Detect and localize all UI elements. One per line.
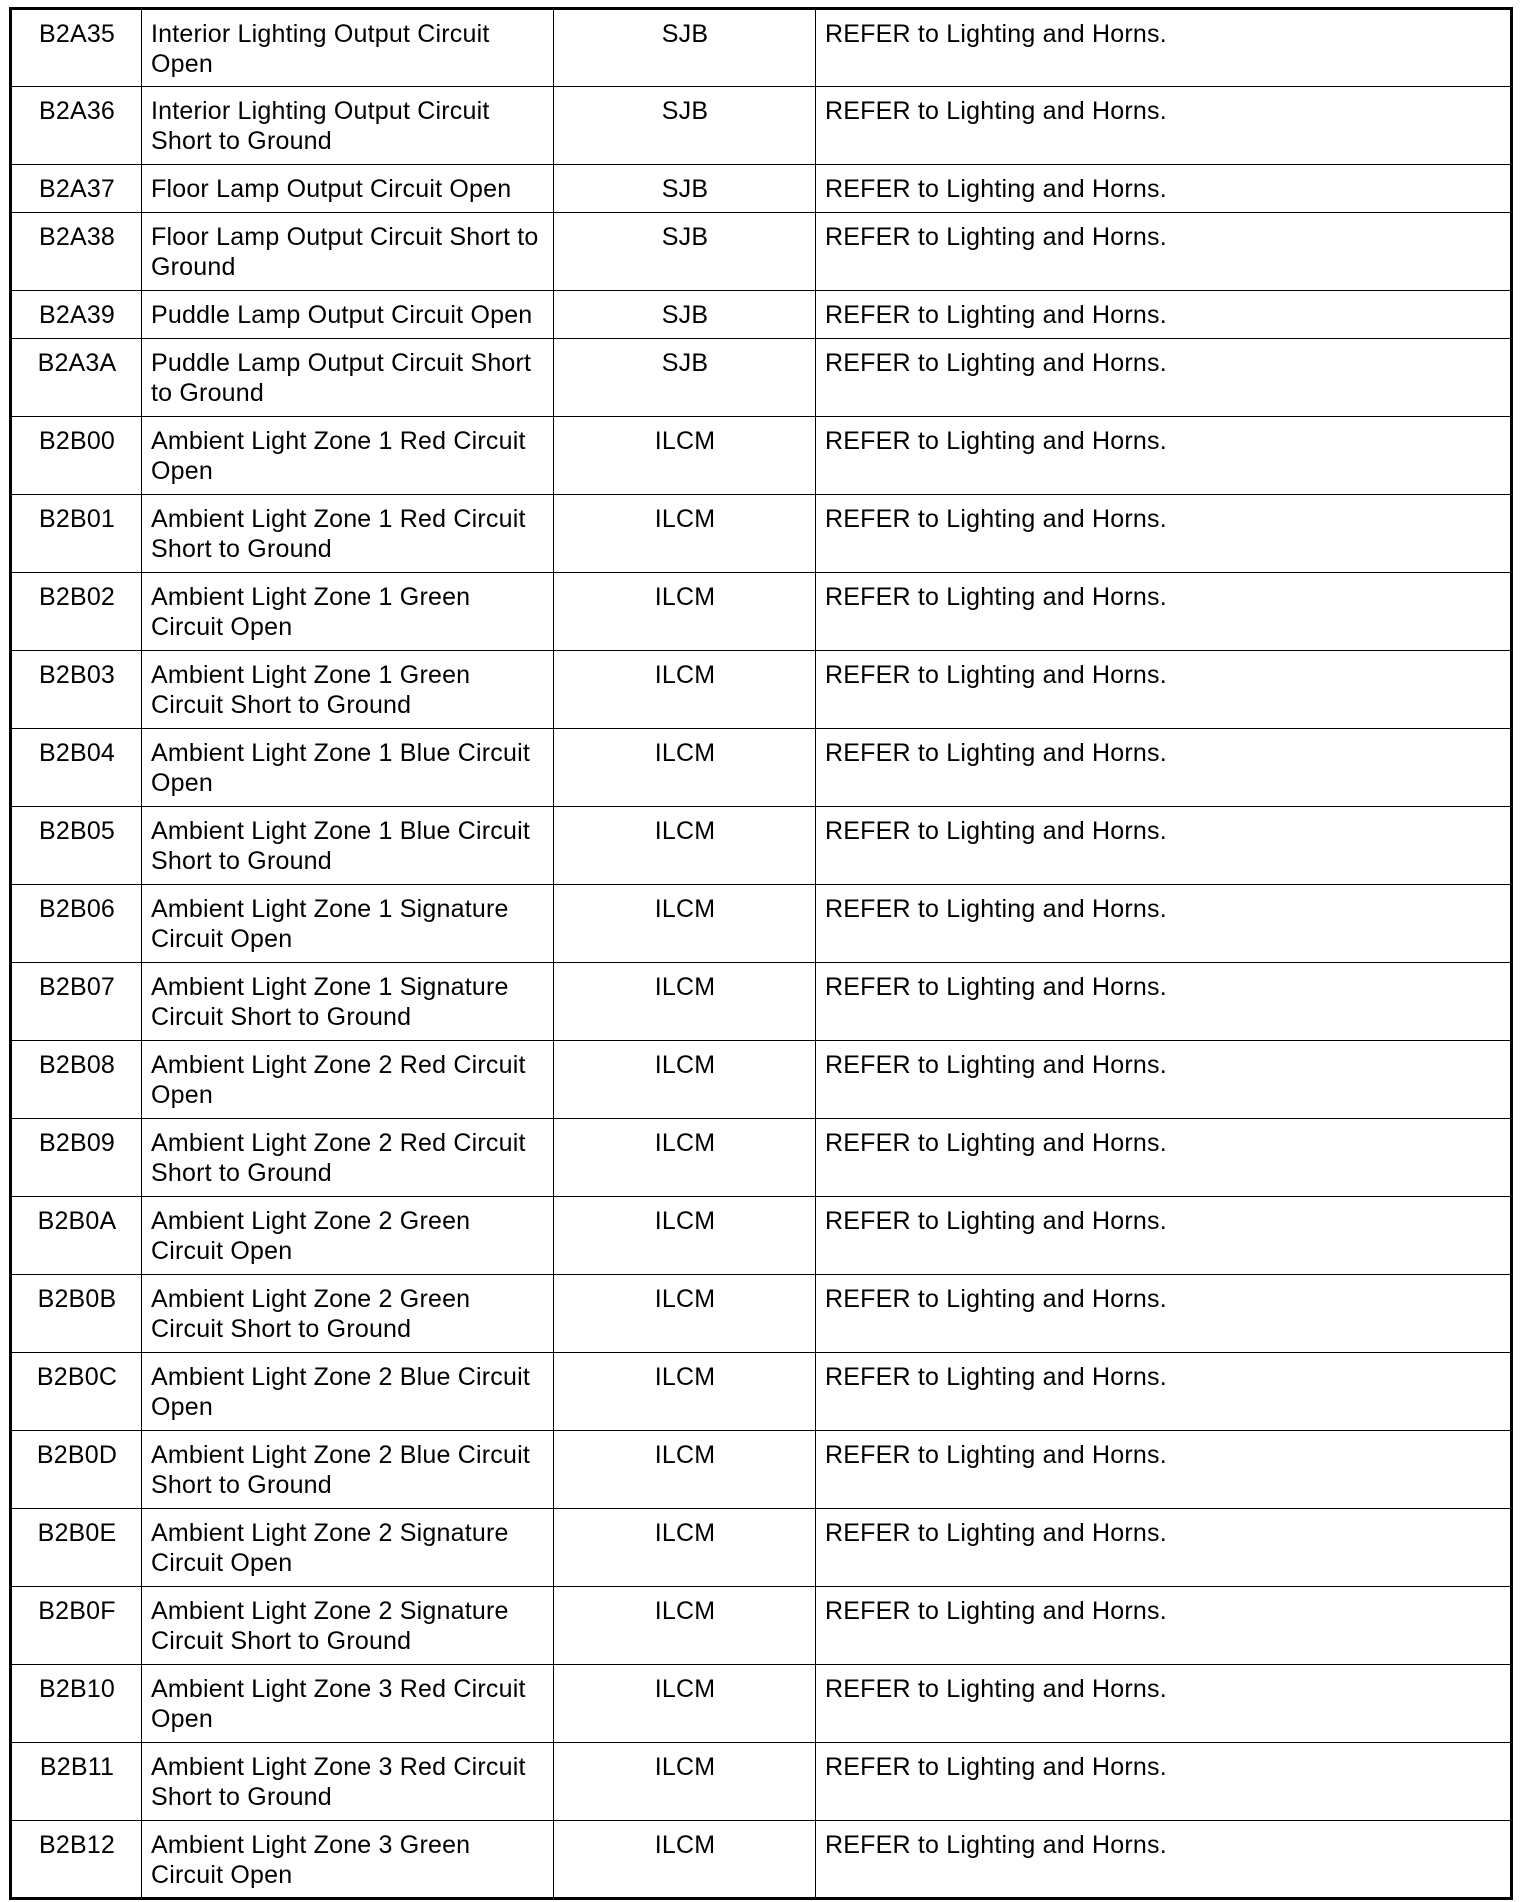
dtc-action-cell: REFER to Lighting and Horns. [816, 573, 1512, 651]
dtc-code-cell: B2B06 [11, 885, 142, 963]
table-row [11, 1431, 1512, 1509]
dtc-action-cell: REFER to Lighting and Horns. [816, 339, 1512, 417]
table-row [11, 807, 1512, 885]
dtc-module-cell: ILCM [554, 1587, 816, 1665]
dtc-module-cell: SJB [554, 87, 816, 165]
dtc-code-cell: B2B04 [11, 729, 142, 807]
dtc-code-cell: B2B09 [11, 1119, 142, 1197]
dtc-code-cell: B2A35 [11, 9, 142, 87]
table-row [11, 339, 1512, 417]
dtc-action-cell: REFER to Lighting and Horns. [816, 729, 1512, 807]
dtc-code-cell: B2B00 [11, 417, 142, 495]
table-row [11, 495, 1512, 573]
dtc-code-cell: B2B03 [11, 651, 142, 729]
dtc-code-cell: B2B0B [11, 1275, 142, 1353]
dtc-code-cell: B2B07 [11, 963, 142, 1041]
dtc-code-cell: B2A36 [11, 87, 142, 165]
table-row [11, 729, 1512, 807]
dtc-module-cell: ILCM [554, 1431, 816, 1509]
dtc-action-cell: REFER to Lighting and Horns. [816, 495, 1512, 573]
dtc-description-cell: Ambient Light Zone 1 Green Circuit Short to Ground [142, 651, 554, 729]
dtc-description-cell: Floor Lamp Output Circuit Open [142, 165, 554, 213]
dtc-description-cell: Ambient Light Zone 2 Blue Circuit Open [142, 1353, 554, 1431]
dtc-code-cell: B2B08 [11, 1041, 142, 1119]
dtc-module-cell: ILCM [554, 1509, 816, 1587]
dtc-action-cell: REFER to Lighting and Horns. [816, 87, 1512, 165]
dtc-description-cell: Ambient Light Zone 1 Green Circuit Open [142, 573, 554, 651]
dtc-description-cell: Puddle Lamp Output Circuit Open [142, 291, 554, 339]
dtc-description-cell: Interior Lighting Output Circuit Short to Ground [142, 87, 554, 165]
dtc-module-cell: ILCM [554, 495, 816, 573]
dtc-action-cell: REFER to Lighting and Horns. [816, 417, 1512, 495]
dtc-description-cell: Ambient Light Zone 1 Blue Circuit Short to Ground [142, 807, 554, 885]
table-row [11, 213, 1512, 291]
dtc-module-cell: ILCM [554, 885, 816, 963]
table-row [11, 1197, 1512, 1275]
dtc-action-cell: REFER to Lighting and Horns. [816, 1509, 1512, 1587]
dtc-code-cell: B2A37 [11, 165, 142, 213]
dtc-action-cell: REFER to Lighting and Horns. [816, 1821, 1512, 1899]
dtc-module-cell: ILCM [554, 807, 816, 885]
dtc-action-cell: REFER to Lighting and Horns. [816, 885, 1512, 963]
table-row [11, 1353, 1512, 1431]
dtc-description-cell: Ambient Light Zone 1 Signature Circuit Short to Ground [142, 963, 554, 1041]
dtc-action-cell: REFER to Lighting and Horns. [816, 1275, 1512, 1353]
dtc-module-cell: ILCM [554, 1353, 816, 1431]
dtc-code-cell: B2B0D [11, 1431, 142, 1509]
dtc-description-cell: Ambient Light Zone 2 Red Circuit Open [142, 1041, 554, 1119]
dtc-action-cell: REFER to Lighting and Horns. [816, 1041, 1512, 1119]
table-row [11, 87, 1512, 165]
dtc-module-cell: SJB [554, 213, 816, 291]
dtc-action-cell: REFER to Lighting and Horns. [816, 165, 1512, 213]
dtc-code-cell: B2B05 [11, 807, 142, 885]
table-row [11, 1821, 1512, 1899]
dtc-action-cell: REFER to Lighting and Horns. [816, 1587, 1512, 1665]
dtc-action-cell: REFER to Lighting and Horns. [816, 1743, 1512, 1821]
dtc-module-cell: SJB [554, 339, 816, 417]
dtc-description-cell: Ambient Light Zone 2 Green Circuit Open [142, 1197, 554, 1275]
dtc-description-cell: Floor Lamp Output Circuit Short to Ground [142, 213, 554, 291]
dtc-action-cell: REFER to Lighting and Horns. [816, 1353, 1512, 1431]
dtc-description-cell: Ambient Light Zone 1 Red Circuit Open [142, 417, 554, 495]
dtc-description-cell: Interior Lighting Output Circuit Open [142, 9, 554, 87]
dtc-action-cell: REFER to Lighting and Horns. [816, 291, 1512, 339]
dtc-action-cell: REFER to Lighting and Horns. [816, 1197, 1512, 1275]
dtc-action-cell: REFER to Lighting and Horns. [816, 651, 1512, 729]
table-row [11, 651, 1512, 729]
table-row [11, 1665, 1512, 1743]
table-row [11, 885, 1512, 963]
dtc-description-cell: Ambient Light Zone 2 Red Circuit Short to Ground [142, 1119, 554, 1197]
table-row [11, 9, 1512, 87]
dtc-action-cell: REFER to Lighting and Horns. [816, 1431, 1512, 1509]
table-row [11, 1587, 1512, 1665]
dtc-code-cell: B2B01 [11, 495, 142, 573]
dtc-table-body [11, 9, 1512, 1899]
dtc-module-cell: SJB [554, 165, 816, 213]
dtc-module-cell: ILCM [554, 1743, 816, 1821]
dtc-module-cell: ILCM [554, 651, 816, 729]
dtc-code-cell: B2B10 [11, 1665, 142, 1743]
dtc-module-cell: SJB [554, 291, 816, 339]
dtc-code-cell: B2B0A [11, 1197, 142, 1275]
dtc-module-cell: ILCM [554, 1041, 816, 1119]
table-row [11, 573, 1512, 651]
dtc-action-cell: REFER to Lighting and Horns. [816, 1665, 1512, 1743]
table-row [11, 165, 1512, 213]
dtc-action-cell: REFER to Lighting and Horns. [816, 807, 1512, 885]
dtc-description-cell: Puddle Lamp Output Circuit Short to Ground [142, 339, 554, 417]
dtc-code-cell: B2A39 [11, 291, 142, 339]
dtc-module-cell: ILCM [554, 1665, 816, 1743]
table-row [11, 1743, 1512, 1821]
dtc-module-cell: ILCM [554, 1275, 816, 1353]
dtc-action-cell: REFER to Lighting and Horns. [816, 213, 1512, 291]
table-row [11, 963, 1512, 1041]
dtc-description-cell: Ambient Light Zone 2 Signature Circuit Open [142, 1509, 554, 1587]
table-row [11, 1509, 1512, 1587]
dtc-table [9, 7, 1513, 1900]
dtc-description-cell: Ambient Light Zone 1 Red Circuit Short to Ground [142, 495, 554, 573]
dtc-module-cell: ILCM [554, 1821, 816, 1899]
dtc-code-cell: B2B0F [11, 1587, 142, 1665]
dtc-action-cell: REFER to Lighting and Horns. [816, 9, 1512, 87]
dtc-module-cell: ILCM [554, 729, 816, 807]
dtc-module-cell: ILCM [554, 963, 816, 1041]
table-row [11, 1275, 1512, 1353]
dtc-description-cell: Ambient Light Zone 3 Green Circuit Open [142, 1821, 554, 1899]
table-row [11, 417, 1512, 495]
table-row [11, 291, 1512, 339]
dtc-description-cell: Ambient Light Zone 2 Signature Circuit Short to Ground [142, 1587, 554, 1665]
dtc-module-cell: ILCM [554, 417, 816, 495]
dtc-description-cell: Ambient Light Zone 2 Blue Circuit Short to Ground [142, 1431, 554, 1509]
dtc-module-cell: ILCM [554, 1119, 816, 1197]
dtc-description-cell: Ambient Light Zone 1 Blue Circuit Open [142, 729, 554, 807]
dtc-description-cell: Ambient Light Zone 1 Signature Circuit Open [142, 885, 554, 963]
dtc-action-cell: REFER to Lighting and Horns. [816, 1119, 1512, 1197]
dtc-code-cell: B2B02 [11, 573, 142, 651]
dtc-code-cell: B2B0E [11, 1509, 142, 1587]
dtc-module-cell: ILCM [554, 573, 816, 651]
dtc-module-cell: ILCM [554, 1197, 816, 1275]
table-row [11, 1119, 1512, 1197]
dtc-code-cell: B2A3A [11, 339, 142, 417]
dtc-code-cell: B2B12 [11, 1821, 142, 1899]
dtc-code-cell: B2A38 [11, 213, 142, 291]
dtc-module-cell: SJB [554, 9, 816, 87]
dtc-code-cell: B2B11 [11, 1743, 142, 1821]
table-row [11, 1041, 1512, 1119]
dtc-action-cell: REFER to Lighting and Horns. [816, 963, 1512, 1041]
dtc-code-cell: B2B0C [11, 1353, 142, 1431]
dtc-description-cell: Ambient Light Zone 2 Green Circuit Short to Ground [142, 1275, 554, 1353]
dtc-description-cell: Ambient Light Zone 3 Red Circuit Open [142, 1665, 554, 1743]
dtc-description-cell: Ambient Light Zone 3 Red Circuit Short to Ground [142, 1743, 554, 1821]
